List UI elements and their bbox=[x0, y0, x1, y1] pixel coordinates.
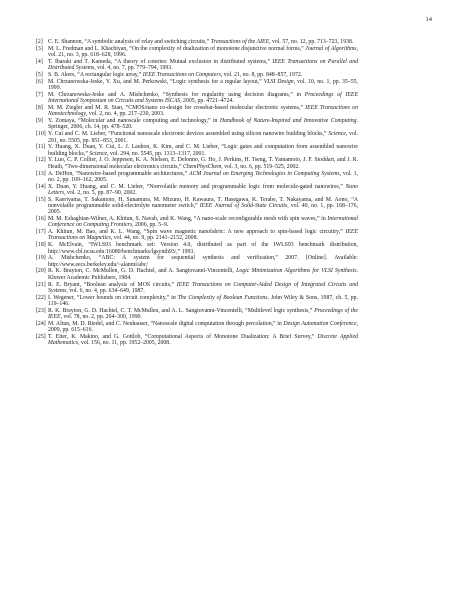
reference-text: M. Altun, M. D. Riedel, and C. Neuhauser, “Nanoscale digital computation through percolation,” in bbox=[48, 320, 284, 327]
reference-text: , vol. 21, no. 8, pp. 848–857, 1972. bbox=[220, 72, 303, 79]
reference-text: Y. Luo, C. P. Collier, J. O. Jeppesen, K. A. Nielsen, E. Delonno, G. Ho, J. Perkins, H. Tseng, T. Yamamoto, J. F. Stoddart, and J. R. Heath, “Two-dimensional molecular electronics circuits,” bbox=[48, 157, 358, 170]
reference-text: R. K. Brayton, G. D. Hachtel, C. T. McMullen, and A. L. Sangiovanni-Vincentelli, “Multilevel logic synthesis,” bbox=[48, 307, 315, 314]
reference-venue: IEEE Transactions on Magnetics bbox=[48, 229, 358, 242]
reference-entry bbox=[36, 242, 358, 255]
page-number: 14 bbox=[425, 16, 432, 23]
reference-number: [18] bbox=[36, 242, 46, 249]
reference-entry bbox=[36, 144, 358, 157]
reference-entry bbox=[36, 268, 358, 281]
references-list bbox=[36, 39, 358, 347]
reference-text: , vol. 21, no. 3, pp. 618–628, 1996. bbox=[48, 45, 358, 59]
reference-entry bbox=[36, 59, 358, 72]
reference-text: R. E. Bryant, “Boolean analysis of MOS circuits,” bbox=[48, 281, 177, 288]
reference-venue: IEEE Transactions on Computers bbox=[142, 72, 221, 79]
reference-entry bbox=[36, 334, 358, 347]
reference-number: [12] bbox=[36, 157, 46, 164]
reference-text: A. Mishchenko, “ABC: A system for sequential synthesis and verification,” 2007. [Online]. Available: http://www.eecs.berkeley.edu/~alanmi/abc/ bbox=[48, 255, 358, 268]
reference-number: [3] bbox=[36, 45, 43, 52]
reference-text: . Kluwer Academic Publishers, 1984. bbox=[48, 268, 359, 281]
reference-number: [22] bbox=[36, 294, 46, 301]
reference-text: , 2009, pp. 615–616. bbox=[48, 320, 358, 334]
reference-text: S. B. Akers, “A rectangular logic array,” bbox=[48, 72, 143, 79]
reference-text: R. K. Brayton, C. McMullen, G. D. Hachtel, and A. Sangiovanni-Vincentelli, bbox=[48, 268, 237, 275]
reference-number: [24] bbox=[36, 320, 46, 327]
reference-entry bbox=[36, 72, 358, 78]
reference-text: A. Khitun, M. Bao, and K. L. Wang, “Spin wave magnetic nanofabric: A new approach to spin-based logic circuitry,” bbox=[48, 229, 346, 236]
reference-text: , vol. 1, no. 2, pp. 109–162, 2005. bbox=[48, 170, 358, 183]
reference-text: M. Chrzanowska-Jeske and A. Mishchenko, “Synthesis for regularity using decision diagrams,” in bbox=[48, 91, 305, 98]
reference-entry bbox=[36, 79, 358, 92]
reference-number: [21] bbox=[36, 281, 46, 288]
reference-text: , vol. 4, no. 7, pp. 779–794, 1993. bbox=[94, 65, 173, 72]
reference-text: , 2005, pp. 4721–4724. bbox=[180, 98, 234, 105]
reference-entry bbox=[36, 255, 358, 268]
reference-entry bbox=[36, 295, 358, 308]
reference-text: X. Duan, Y. Huang, and C. M. Lieber, “Nonvolatile memory and programmable logic from molecule-gated nanowires,” bbox=[48, 183, 346, 190]
reference-entry bbox=[36, 46, 358, 59]
reference-text: T. Eiter, K. Makino, and G. Gottlob, “Computational Aspects of Monotone Dualization: A Brief Survey,” bbox=[48, 333, 318, 340]
reference-text: . Springer, 2006, ch. 14, pp. 478–520. bbox=[48, 118, 358, 131]
reference-number: [17] bbox=[36, 229, 46, 236]
reference-number: [20] bbox=[36, 268, 46, 275]
reference-venue: International Conference on Computing Frontiers bbox=[48, 216, 358, 229]
reference-entry bbox=[36, 105, 358, 118]
reference-text: , vol. 57, no. 12, pp. 713–723, 1938. bbox=[269, 39, 354, 45]
reference-text: , vol. 2, no. 5, pp. 87–90, 2002. bbox=[64, 189, 137, 196]
reference-venue: Logic Minimization Algorithms for VLSI Synthesis bbox=[236, 268, 357, 275]
reference-entry bbox=[36, 92, 358, 105]
reference-number: [9] bbox=[36, 118, 43, 125]
reference-entry bbox=[36, 157, 358, 170]
reference-number: [5] bbox=[36, 72, 43, 79]
reference-text: Y. Cui and C. M. Lieber, “Functional nanoscale electronic devices assembled using silicon nanowire building blocks,” bbox=[48, 131, 329, 138]
reference-entry bbox=[36, 171, 358, 184]
reference-venue: Nano Letters bbox=[48, 183, 358, 196]
reference-text: , vol. 44, no. 9, pp. 2141–2152, 2008. bbox=[110, 235, 198, 242]
reference-venue: Design Automation Conference bbox=[283, 320, 357, 327]
reference-entry bbox=[36, 197, 358, 216]
reference-venue: IEEE Journal of Solid-State Circuits bbox=[199, 202, 288, 209]
reference-text: , vol. 3, no. 6, pp. 519–525, 2002. bbox=[221, 163, 300, 170]
reference-number: [11] bbox=[36, 144, 46, 151]
reference-text: Y. Huang, X. Duan, Y. Cui, L. J. Lauhon, K. Kim, and C. M. Lieber, “Logic gates and computation from assembled nanowire building blocks,” bbox=[48, 144, 358, 157]
reference-venue: Proceedings of the IEEE bbox=[48, 307, 358, 320]
reference-text: M. M. Ziegler and M. R. Stan, “CMOS/nano co-design for crossbar-based molecular electronic systems,” bbox=[48, 105, 306, 112]
reference-text: K. McElvain, “IWLS93 benchmark set: Version 4.0, distributed as part of the IWLS93 benchmark distribution, http://www.cbl.ncsu.edu:16080/benchmarks/lgsynth93/,” 1993. bbox=[48, 242, 358, 255]
reference-text: , vol. 2, no. 4, pp. 217–230, 2003. bbox=[86, 111, 165, 118]
reference-venue: IEEE Transactions on Nanotechnology bbox=[48, 105, 358, 118]
reference-number: [7] bbox=[36, 91, 43, 98]
reference-text: M. M. Eshaghian-Wilner, A. Khitun, S. Navab, and K. Wang, “A nano-scale reconfigurable mesh with spin waves,” in bbox=[48, 216, 328, 223]
reference-entry bbox=[36, 39, 358, 45]
reference-number: [19] bbox=[36, 255, 46, 262]
reference-entry bbox=[36, 321, 358, 334]
reference-text: , vol. 156, no. 11, pp. 1952–2005, 2008. bbox=[77, 340, 171, 347]
reference-entry bbox=[36, 131, 358, 144]
reference-venue: IEEE Transactions on Computer-Aided Design of Integrated Circuits and Systems bbox=[48, 281, 358, 294]
reference-entry bbox=[36, 118, 358, 131]
reference-entry bbox=[36, 184, 358, 197]
reference-number: [2] bbox=[36, 39, 43, 45]
reference-venue: Science bbox=[89, 150, 108, 157]
reference-text: C. E. Shannon, “A symbolic analysis of relay and switching circuits,” bbox=[48, 39, 211, 45]
reference-venue: Discrete Applied Mathematics bbox=[48, 333, 358, 347]
reference-text: M. Chrzanowska-Jeske, Y. Xu, and M. Perkowski, “Logic synthesis for a regular layout,” bbox=[48, 78, 264, 85]
reference-number: [4] bbox=[36, 58, 43, 65]
reference-venue: ACM Journal on Emerging Technologies in Computing Systems bbox=[189, 170, 340, 177]
reference-text: , 2006, pp. 5–9. bbox=[132, 222, 169, 229]
reference-venue: Journal of Algorithms bbox=[305, 45, 357, 52]
reference-entry bbox=[36, 216, 358, 229]
reference-number: [16] bbox=[36, 216, 46, 223]
reference-text: , vol. 291, no. 5505, pp. 851–853, 2001. bbox=[48, 131, 358, 144]
reference-number: [15] bbox=[36, 196, 46, 203]
reference-venue: Transactions of the AIEE bbox=[210, 39, 270, 45]
reference-number: [14] bbox=[36, 183, 46, 190]
reference-text: M. L. Fredman and L. Khachiyan, “On the complexity of dualization of monotone disjunctive normal forms,” bbox=[48, 45, 306, 52]
reference-text: Y. Zomaya, “Molecular and nanoscale computing and technology,” in bbox=[48, 118, 220, 125]
reference-venue: Proceedings of IEEE International Symposium on Circuits and Systems ISCAS bbox=[48, 91, 358, 105]
reference-text: , vol. 78, no. 2, pp. 264–300, 1990. bbox=[60, 313, 142, 320]
reference-text: S. Kaeriyama, T. Sakamoto, H. Sunamura, M. Mizuno, H. Kawaura, T. Hasegawa, K. Terabe, T. Nakayama, and M. Aono, “A nonvolatile programmable solid-electrolyte nanometer switch,” bbox=[48, 196, 358, 209]
reference-text: T. Ibaraki and T. Kameda, “A theory of coteries: Mutual exclusion in distributed systems,” bbox=[48, 58, 273, 65]
reference-text: , vol. 294, no. 5545, pp. 1313–1317, 2001. bbox=[107, 150, 206, 157]
reference-entry bbox=[36, 282, 358, 295]
reference-entry bbox=[36, 308, 358, 321]
reference-venue: VLSI Design bbox=[263, 78, 294, 85]
reference-number: [13] bbox=[36, 170, 46, 177]
reference-text: , vol. 40, no. 1, pp. 168–176, 2005. bbox=[48, 202, 358, 216]
reference-number: [6] bbox=[36, 78, 43, 85]
reference-entry bbox=[36, 229, 358, 242]
reference-number: [8] bbox=[36, 105, 43, 112]
reference-text: I. Wegener, “Lower bounds on circuit complexity,” in bbox=[48, 294, 178, 301]
reference-venue: Handbook of Nature-Inspired and Innovative Computing bbox=[219, 118, 357, 125]
reference-text: A. DeHon, “Nanowire-based programmable architectures,” bbox=[48, 170, 190, 177]
reference-number: [23] bbox=[36, 307, 46, 314]
reference-venue: Science bbox=[328, 131, 346, 138]
reference-number: [25] bbox=[36, 333, 46, 340]
reference-venue: ChemPhysChem bbox=[182, 163, 222, 170]
reference-venue: IEEE Transactions on Parallel and Distributed Systems bbox=[48, 58, 358, 72]
reference-text: , vol. 6, no. 4, pp. 634–649, 1987. bbox=[66, 287, 145, 294]
reference-text: , vol. 10, no. 1, pp. 35–55, 1999. bbox=[48, 78, 359, 92]
reference-venue: The Complexity of Boolean Functions bbox=[177, 294, 268, 301]
reference-text: . John Wiley & Sons, 1987, ch. 5, pp. 119–146. bbox=[48, 294, 359, 307]
reference-number: [10] bbox=[36, 131, 46, 138]
